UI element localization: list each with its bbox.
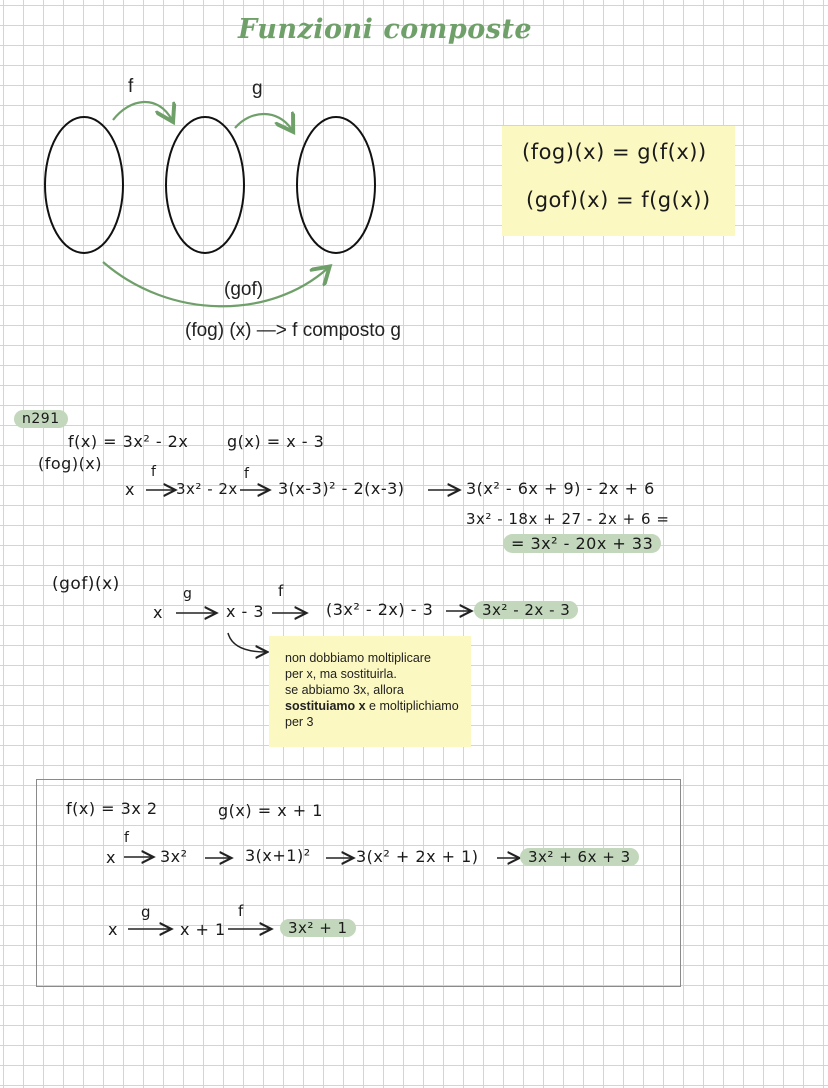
box-row2-result: 3x² + 1 [280, 919, 356, 937]
arrow-f [113, 102, 172, 120]
exercise-number: n291 [14, 410, 68, 428]
exercise-g-def: g(x) = x - 3 [227, 432, 325, 451]
set-c-ellipse [297, 117, 375, 253]
definitions-note [502, 126, 735, 236]
note-line-4 [285, 698, 471, 714]
note-line-1: non dobbiamo moltiplicare [285, 651, 431, 665]
fog-label: (fog)(x) [38, 454, 103, 473]
gof-result: 3x² - 2x - 3 [474, 601, 578, 619]
note-line-2: per x, ma sostituirla. [285, 667, 397, 681]
exercise-f-def: f(x) = 3x² - 2x [68, 432, 189, 451]
box-row2-arrow1-label: g [141, 903, 152, 921]
arrow-to-note [228, 633, 266, 652]
diagram-caption: (fog) (x) —> f composto g [185, 320, 401, 341]
note-line-3: se abbiamo 3x, allora [285, 683, 404, 697]
note-line-4-rest: e moltiplichiamo [365, 699, 459, 713]
box-row2-step1: x + 1 [180, 920, 226, 939]
gof-x: x [153, 603, 163, 622]
fog-x: x [125, 480, 135, 499]
definition-gof: (gof)(x) = f(g(x)) [526, 188, 711, 212]
label-g: g [252, 78, 263, 99]
note-line-5: per 3 [285, 715, 314, 729]
box-row1-step1: 3x² [160, 847, 188, 866]
fog-step1: 3x² - 2x [176, 480, 238, 498]
box-row1-step3: 3(x² + 2x + 1) [356, 847, 479, 866]
gof-arrow2-label: f [278, 582, 284, 600]
gof-step2: (3x² - 2x) - 3 [326, 600, 434, 619]
page-title: Funzioni composte [238, 14, 533, 45]
gof-step1: x - 3 [226, 602, 265, 621]
note-bold-text: sostituiamo x [285, 699, 366, 713]
fog-arrow1-label: f [151, 464, 157, 480]
box-g-def: g(x) = x + 1 [218, 801, 323, 820]
box-row1-step2: 3(x+1)² [245, 846, 311, 865]
fog-step3: 3(x² - 6x + 9) - 2x + 6 [466, 479, 655, 498]
fog-step2: 3(x-3)² - 2(x-3) [278, 479, 405, 498]
fog-arrow2-label: f [244, 466, 250, 482]
box-row1-arrow-label: f [124, 830, 130, 846]
label-f: f [128, 76, 134, 97]
fog-step4: 3x² - 18x + 27 - 2x + 6 = [466, 510, 670, 528]
arrow-g [235, 114, 292, 130]
box-row1-x: x [106, 848, 116, 867]
label-gof: (gof) [224, 279, 264, 300]
set-a-ellipse [45, 117, 123, 253]
gof-label: (gof)(x) [52, 574, 120, 594]
gof-arrow1-label: g [183, 586, 193, 602]
substitution-note [269, 636, 471, 747]
definition-fog: (fog)(x) = g(f(x)) [522, 140, 707, 164]
fog-result: = 3x² - 20x + 33 [503, 534, 661, 553]
box-row1-result: 3x² + 6x + 3 [520, 848, 639, 866]
box-row2-arrow2-label: f [238, 902, 244, 920]
box-row2-x: x [108, 920, 118, 939]
box-f-def: f(x) = 3x 2 [66, 799, 158, 818]
arrow-gof [103, 262, 328, 306]
set-b-ellipse [166, 117, 244, 253]
